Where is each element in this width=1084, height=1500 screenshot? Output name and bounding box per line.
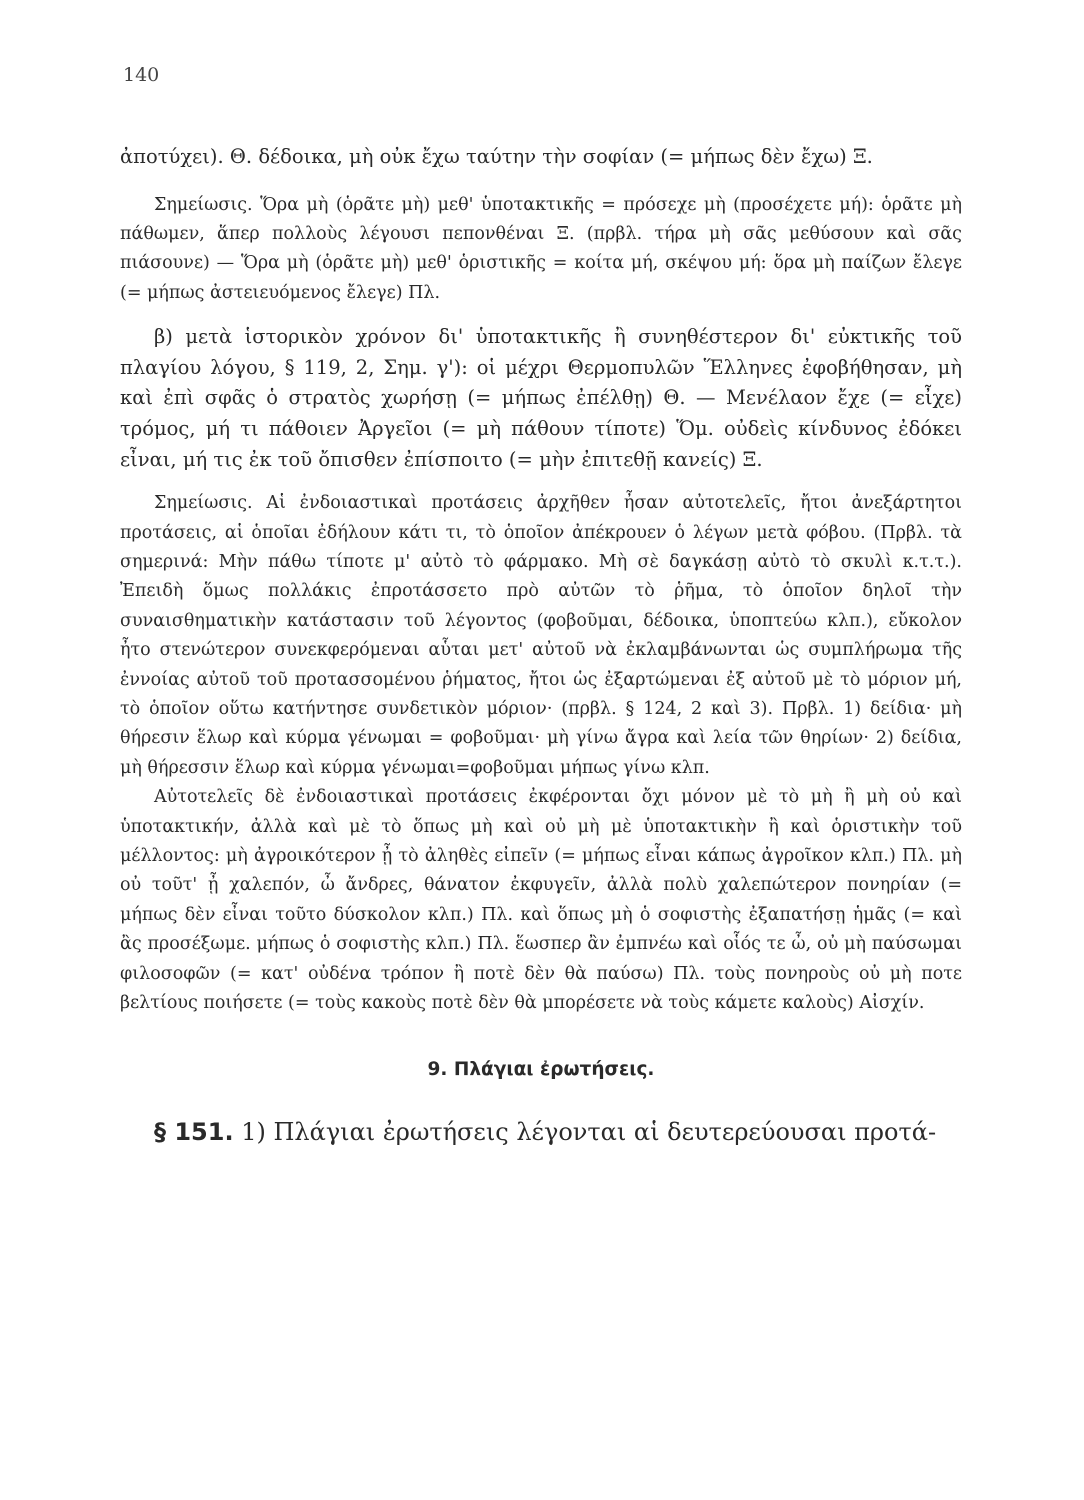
- note-paragraph: Σημείωσις. Ὅρα μὴ (ὁρᾶτε μὴ) μεθ' ὑποτακτικῆς = πρόσεχε μὴ (προσέχετε μή): ὁρᾶτε μὴ πάθωμεν, ἅπερ πολλοὺς λέγουσι πεπονθέναι Ξ. (πρβλ. τήρα μὴ σᾶς μεθύσουν καὶ σᾶς πιάσουνε) — Ὅρα μὴ (ὁρᾶτε μὴ) μεθ' ὁριστικῆς = κοίτα μή, σκέψου μή: ὅρα μὴ παίζων ἔλεγε (= μήπως ἀστειευόμενος ἔλεγε) Πλ.: [120, 194, 962, 303]
- section-text: 1) Πλάγιαι ἐρωτήσεις λέγονται αἱ δευτερεύουσαι προτά-: [241, 1118, 937, 1147]
- section-heading: 9. Πλάγιαι ἐρωτήσεις.: [427, 1058, 655, 1080]
- section-paragraph: [120, 1115, 962, 1149]
- page-body: [120, 142, 962, 1149]
- section-number: § 151.: [154, 1118, 234, 1147]
- paragraph-b: β) μετὰ ἱστορικὸν χρόνον δι' ὑποτακτικῆς ἢ συνηθέστερον δι' εὐκτικῆς τοῦ πλαγίου λόγου, § 119, 2, Σημ. γ'): οἱ μέχρι Θερμοπυλῶν Ἕλληνες ἐφοβήθησαν, μὴ καὶ ἐπὶ σφᾶς ὁ στρατὸς χωρήσῃ (= μήπως ἐπέλθῃ) Θ. — Μενέλαον ἔχε (= εἶχε) τρόμος, μή τι πάθοιεν Ἀργεῖοι (= μὴ πάθουν τίποτε) Ὅμ. οὐδεὶς κίνδυνος ἐδόκει εἶναι, μή τις ἐκ τοῦ ὄπισθεν ἐπίσποιτο (= μὴν ἐπιτεθῇ κανείς) Ξ.: [120, 325, 962, 471]
- note-paragraph: Σημείωσις. Αἱ ἐνδοιαστικαὶ προτάσεις ἀρχῆθεν ἦσαν αὐτοτελεῖς, ἤτοι ἀνεξάρτητοι προτάσεις, αἱ ὁποῖαι ἐδήλουν κάτι τι, τὸ ὁποῖον ἀπέκρουεν ὁ λέγων μετὰ φόβου. (Πρβλ. τὰ σημερινά: Μὴν πάθω τίποτε μ' αὐτὸ τὸ φάρμακο. Μὴ σὲ δαγκάσῃ αὐτὸ τὸ σκυλὶ κ.τ.τ.). Ἐπειδὴ ὅμως πολλάκις ἐπροτάσσετο πρὸ αὐτῶν τὸ ῥῆμα, τὸ ὁποῖον δηλοῖ τὴν συναισθηματικὴν κατάστασιν τοῦ λέγοντος (φοβοῦμαι, δέδοικα, ὑποπτεύω κλπ.), εὔκολον ἦτο στενώτερον συνεκφερόμεναι αὗται μετ' αὐτοῦ νὰ ἐκλαμβάνωνται ὡς συμπλήρωμα τῆς ἐννοίας αὐτοῦ τοῦ προτασσομένου ῥήματος, ἤτοι ὡς ἐξαρτώμεναι ἐξ αὐτοῦ μὲ τὸ μόριον μή, τὸ ὁποῖον οὕτω κατήντησε συνδετικὸν μόριον· (πρβλ. § 124, 2 καὶ 3). Πρβλ. 1) δείδια· μὴ θήρεσιν ἕλωρ καὶ κύρμα γένωμαι = φοβοῦμαι· μὴ γίνω ἄγρα καὶ λεία τῶν θηρίων· 2) δείδια, μὴ θήρεσσιν ἕλωρ καὶ κύρμα γένωμαι=φοβοῦμαι μήπως γίνω κλπ.: [120, 493, 962, 778]
- paragraph-continuation: ἀποτύχει). Θ. δέδοικα, μὴ οὐκ ἔχω ταύτην τὴν σοφίαν (= μήπως δὲν ἔχω) Ξ.: [120, 145, 873, 168]
- page-number: 140: [123, 64, 160, 86]
- paragraph: Αὐτοτελεῖς δὲ ἐνδοιαστικαὶ προτάσεις ἐκφέρονται ὄχι μόνον μὲ τὸ μὴ ἢ μὴ οὐ καὶ ὑποτακτικήν, ἀλλὰ καὶ μὲ τὸ ὅπως μὴ καὶ οὐ μὴ μὲ ὑποτακτικὴν ἢ καὶ ὁριστικὴν τοῦ μέλλοντος: μὴ ἀγροικότερον ᾖ τὸ ἀληθὲς εἰπεῖν (= μήπως εἶναι κάπως ἀγροῖκον κλπ.) Πλ. μὴ οὐ τοῦτ' ᾖ χαλεπόν, ὦ ἄνδρες, θάνατον ἐκφυγεῖν, ἀλλὰ πολὺ χαλεπώτερον πονηρίαν (= μήπως δὲν εἶναι τοῦτο δύσκολον κλπ.) Πλ. καὶ ὅπως μὴ ὁ σοφιστὴς ἐξαπατήσῃ ἡμᾶς (= καὶ ἂς προσέξωμε. μήπως ὁ σοφιστὴς κλπ.) Πλ. ἕωσπερ ἂν ἐμπνέω καὶ οἷός τε ὦ, οὐ μὴ παύσωμαι φιλοσοφῶν (= κατ' οὐδένα τρόπον ἢ ποτὲ δὲν θὰ παύσω) Πλ. τοὺς πονηροὺς οὐ μὴ ποτε βελτίους ποιήσετε (= τοὺς κακοὺς ποτὲ δὲν θὰ μπορέσετε νὰ τοὺς κάμετε καλοὺς) Αἰσχίν.: [120, 787, 962, 1014]
